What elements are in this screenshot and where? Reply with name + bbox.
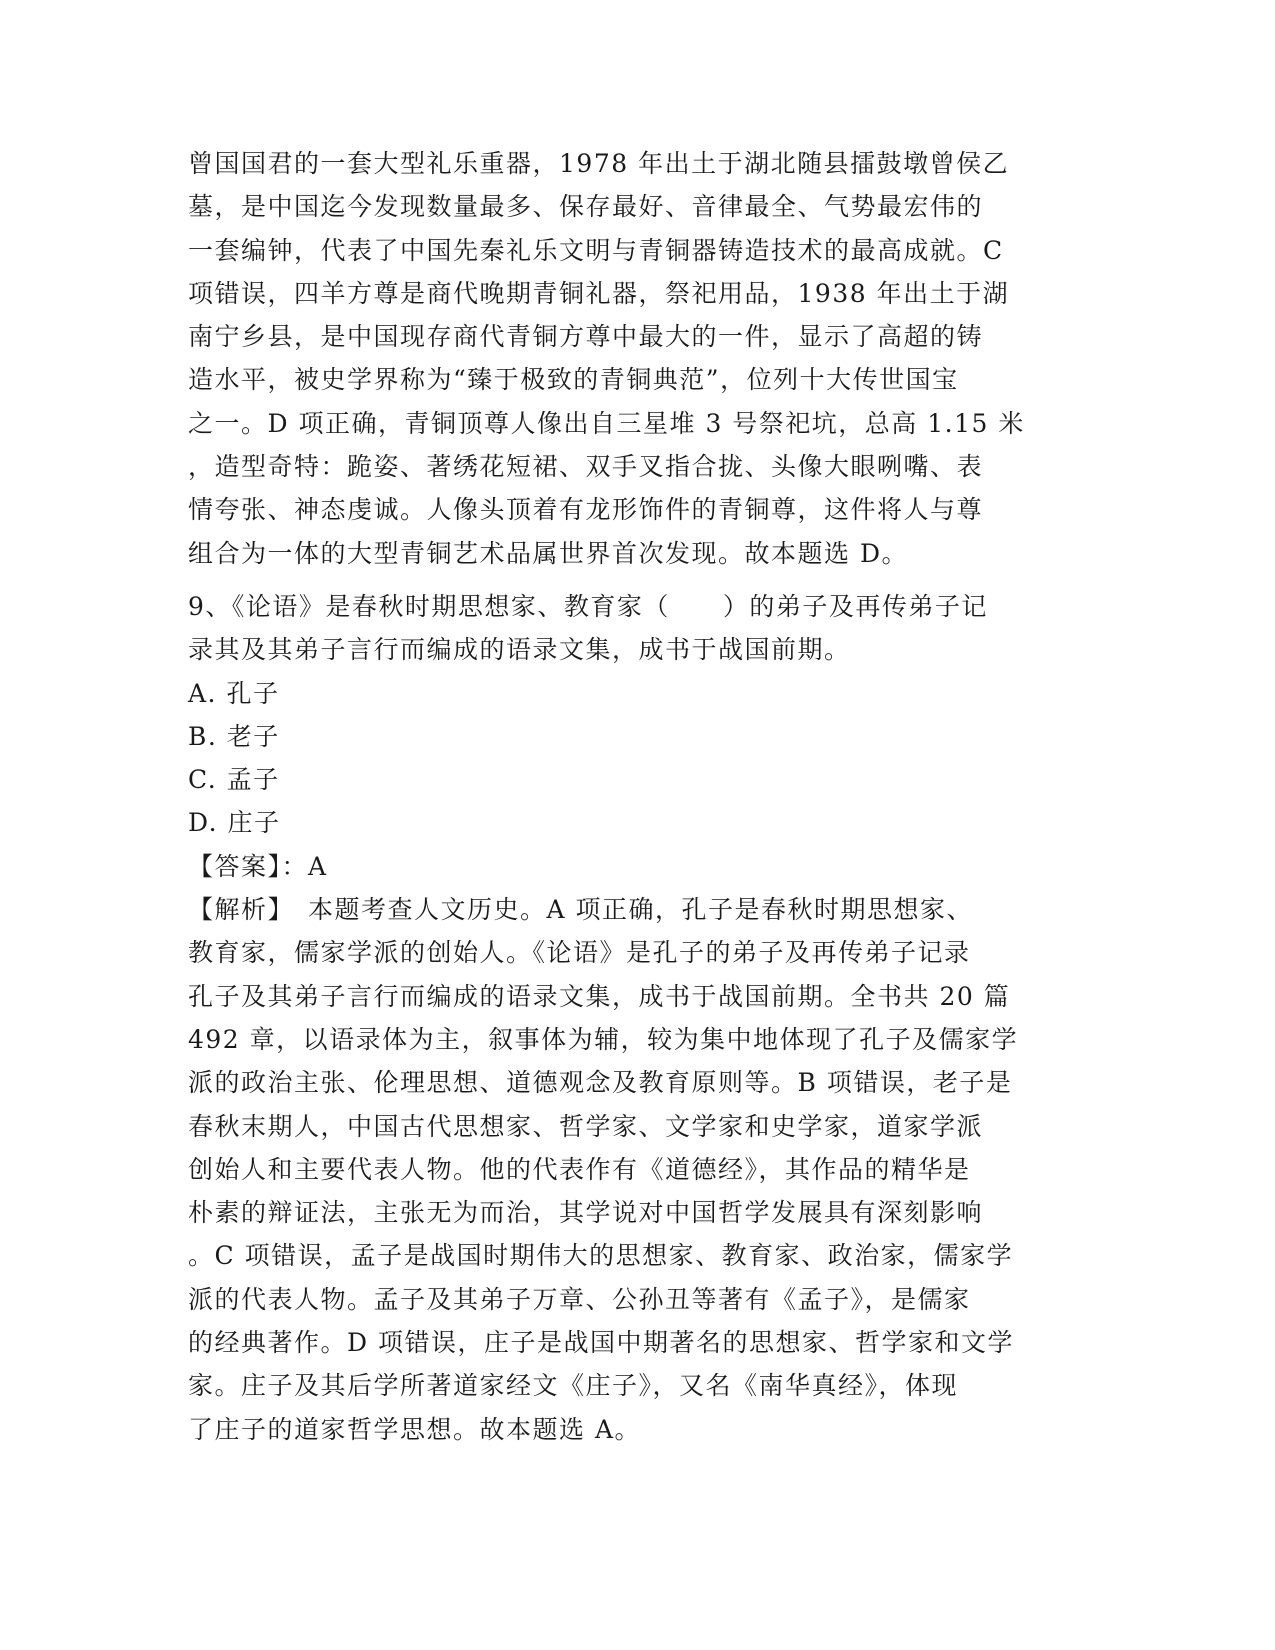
options-list	[188, 672, 1073, 845]
analysis-line: 春秋末期人，中国古代思想家、哲学家、文学家和史学家，道家学派	[188, 1111, 984, 1141]
analysis-line: 孔子及其弟子言行而编成的语录文集，成书于战国前期。全书共 20 篇	[188, 981, 1011, 1011]
analysis-line: 了庄子的道家哲学思想。故本题选 A。	[188, 1414, 642, 1444]
answer-line: 【答案】：A	[188, 851, 328, 881]
option-b: B. 老子	[188, 721, 280, 751]
previous-question-explanation	[188, 142, 1073, 575]
analysis-line: 派的政治主张、伦理思想、道德观念及教育原则等。B 项错误，老子是	[188, 1068, 1013, 1098]
option-d: D. 庄子	[188, 808, 281, 838]
analysis-block	[188, 888, 1073, 1451]
section-spacer	[188, 575, 1073, 585]
paragraph-line: 造水平，被史学界称为“臻于极致的青铜典范”，位列十大传世国宝	[188, 365, 959, 395]
option-c: C. 孟子	[188, 765, 280, 795]
analysis-line: 创始人和主要代表人物。他的代表作有《道德经》，其作品的精华是	[188, 1154, 971, 1184]
paragraph-line: 之一。D 项正确，青铜顶尊人像出自三星堆 3 号祭祀坑，总高 1.15 米	[188, 408, 1025, 438]
paragraph-line: 墓，是中国迄今发现数量最多、保存最好、音律最全、气势最宏伟的	[188, 192, 984, 222]
analysis-line: 【解析】 本题考查人文历史。A 项正确，孔子是春秋时期思想家、	[188, 895, 974, 925]
paragraph-line: 组合为一体的大型青铜艺术品属世界首次发现。故本题选 D。	[188, 538, 908, 568]
paragraph-line: 南宁乡县，是中国现存商代青铜方尊中最大的一件，显示了高超的铸	[188, 322, 984, 352]
analysis-line: 家。庄子及其后学所著道家经文《庄子》，又名《南华真经》，体现	[188, 1371, 959, 1401]
analysis-line: 492 章，以语录体为主，叙事体为辅，较为集中地体现了孔子及儒家学	[188, 1024, 1019, 1054]
analysis-line: 教育家，儒家学派的创始人。《论语》是孔子的弟子及再传弟子记录	[188, 938, 971, 968]
question-stem-line: 9、《论语》是春秋时期思想家、教育家（ ）的弟子及再传弟子记	[188, 591, 988, 621]
paragraph-line: ，造型奇特：跪姿、著绣花短裙、双手叉指合拢、头像大眼咧嘴、表	[188, 452, 984, 482]
question-stem	[188, 585, 1073, 672]
analysis-line: 。C 项错误，孟子是战国时期伟大的思想家、教育家、政治家，儒家学	[188, 1241, 1014, 1271]
question-9	[188, 585, 1073, 1451]
paragraph-line: 曾国国君的一套大型礼乐重器，1978 年出土于湖北随县擂鼓墩曾侯乙	[188, 149, 1010, 178]
paragraph-line: 一套编钟，代表了中国先秦礼乐文明与青铜器铸造技术的最高成就。C	[188, 235, 1004, 265]
paragraph-line: 情夸张、神态虔诚。人像头顶着有龙形饰件的青铜尊，这件将人与尊	[188, 495, 984, 525]
analysis-line: 朴素的辩证法，主张无为而治，其学说对中国哲学发展具有深刻影响	[188, 1198, 984, 1228]
paragraph-line: 项错误，四羊方尊是商代晚期青铜礼器，祭祀用品，1938 年出土于湖	[188, 278, 1010, 308]
question-stem-line: 录其及其弟子言行而编成的语录文集，成书于战国前期。	[188, 635, 851, 665]
analysis-line: 的经典著作。D 项错误，庄子是战国中期著名的思想家、哲学家和文学	[188, 1328, 1014, 1358]
option-a: A. 孔子	[188, 678, 280, 708]
analysis-line: 派的代表人物。孟子及其弟子万章、公孙丑等著有《孟子》，是儒家	[188, 1284, 971, 1314]
document-body	[188, 142, 1073, 1451]
